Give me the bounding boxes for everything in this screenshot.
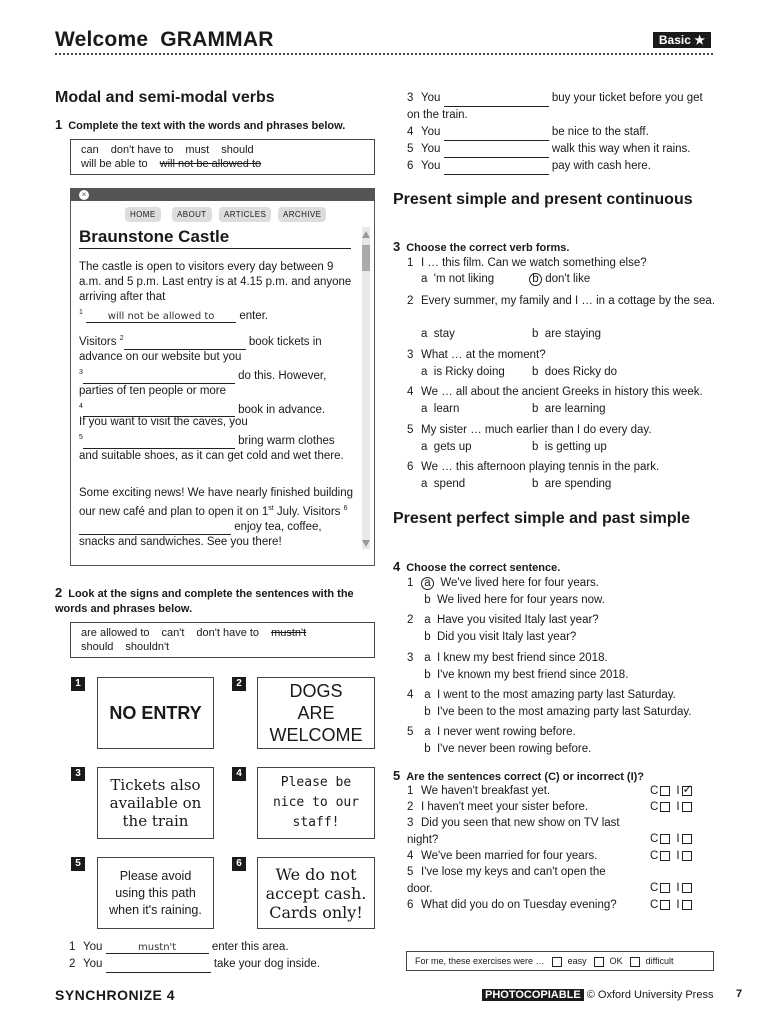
q3-item-5-option-a[interactable]: a gets up bbox=[421, 441, 472, 453]
page-title: Welcome GRAMMAR bbox=[55, 28, 274, 51]
q3-item-1-option-b[interactable]: b don't like bbox=[529, 273, 590, 286]
question-5: 5 Are the sentences correct (C) or incorrect (I)? bbox=[393, 768, 645, 783]
q3-item-6-option-b[interactable]: b are spending bbox=[532, 478, 612, 490]
sign-no-entry: NO ENTRY bbox=[97, 677, 214, 749]
sentences-3-6: 3 You buy your ticket before you get on the train. 4 You be nice to the staff. 5 You walk this way when it rains. 6 You pay with cash here. bbox=[407, 90, 717, 175]
header-divider bbox=[55, 53, 713, 55]
nav-archive[interactable]: ARCHIVE bbox=[278, 207, 326, 222]
q5-item-4: 4 We've been married for four years. bbox=[407, 850, 598, 862]
q5-item-3: 3 Did you seen that new show on TV last night? bbox=[407, 817, 620, 846]
copyright: PHOTOCOPIABLE © Oxford University Press bbox=[482, 989, 713, 1001]
q3-item-3: 3 What … at the moment? bbox=[407, 349, 546, 361]
sentences-1-2: 1 You mustn't enter this area. 2 You take your dog inside. bbox=[69, 939, 320, 973]
nav-about[interactable]: ABOUT bbox=[172, 207, 212, 222]
question-3: 3 Choose the correct verb forms. bbox=[393, 239, 570, 254]
q4-item-3[interactable]: 3 a I knew my best friend since 2018. b I've known my best friend since 2018. bbox=[407, 652, 629, 681]
q5-item-3-ci[interactable]: C I bbox=[650, 833, 698, 845]
article-title: Braunstone Castle bbox=[79, 227, 351, 249]
q3-item-5-option-b[interactable]: b is getting up bbox=[532, 441, 607, 453]
q3-item-3-option-a[interactable]: a is Ricky doing bbox=[421, 366, 505, 378]
section-heading-present: Present simple and present continuous bbox=[393, 191, 693, 208]
q3-item-2-option-a[interactable]: a stay bbox=[421, 328, 455, 340]
sign-no-cash: We do not accept cash. Cards only! bbox=[257, 857, 375, 929]
q3-item-3-option-b[interactable]: b does Ricky do bbox=[532, 366, 618, 378]
difficult-checkbox[interactable] bbox=[630, 957, 640, 967]
feedback-box: For me, these exercises were … easy OK difficult bbox=[406, 951, 714, 971]
level-badge: Basic ★ bbox=[653, 32, 711, 48]
article-para-3: If you want to visit the caves, you $^5$ bring warm clothes and suitable shoes, as it can get cold and wet there. bbox=[79, 416, 344, 462]
article-para-2: Visitors $^2$ book tickets in advance on our website but you $^3$ do this. However, parties of ten people or more $^4$ book in advance. bbox=[79, 335, 327, 416]
sign-avoid-path: Please avoid using this path when it's raining. bbox=[97, 857, 214, 929]
word-box-2: are allowed to can't don't have to mustn't should shouldn't bbox=[70, 622, 375, 658]
scroll-down-icon[interactable] bbox=[362, 540, 370, 547]
q3-item-4: 4 We … all about the ancient Greeks in history this week. bbox=[407, 386, 703, 398]
question-1: 1 Complete the text with the words and phrases below. bbox=[55, 117, 346, 132]
q5-item-5: 5 I've lose my keys and can't open the door. bbox=[407, 866, 606, 895]
article-para-1: The castle is open to visitors every day between 9 a.m. and 5 p.m. Last entry is at 4.15 p.m. and anyone arriving after that $^1$ will not be allowed to enter. bbox=[79, 261, 352, 322]
word-box-1: can don't have to must should will be able to will not be allowed to bbox=[70, 139, 375, 175]
q4-item-1[interactable]: 1 a We've lived here for four years. b We lived here for four years now. bbox=[407, 577, 605, 606]
ok-checkbox[interactable] bbox=[594, 957, 604, 967]
check-icon[interactable] bbox=[682, 786, 692, 796]
q5-item-6-ci[interactable]: C I bbox=[650, 899, 698, 911]
sign-be-nice: Please be nice to our staff! bbox=[257, 767, 375, 839]
sign-number-1: 1 bbox=[71, 677, 85, 691]
scrollbar[interactable] bbox=[362, 227, 370, 549]
sign-number-6: 6 bbox=[232, 857, 246, 871]
answer-1: will not be allowed to bbox=[86, 311, 236, 323]
q3-item-4-option-b[interactable]: b are learning bbox=[532, 403, 606, 415]
close-icon[interactable]: × bbox=[79, 190, 89, 200]
q5-item-4-ci[interactable]: C I bbox=[650, 850, 698, 862]
scroll-thumb[interactable] bbox=[362, 245, 370, 271]
sign-number-3: 3 bbox=[71, 767, 85, 781]
sign-tickets: Tickets also available on the train bbox=[97, 767, 214, 839]
page-number: 7 bbox=[736, 988, 743, 1000]
q3-item-1-option-a[interactable]: a 'm not liking bbox=[421, 273, 495, 285]
section-heading-modal: Modal and semi-modal verbs bbox=[55, 89, 275, 106]
q5-item-6: 6 What did you do on Tuesday evening? bbox=[407, 899, 617, 911]
q5-item-2: 2 I haven't meet your sister before. bbox=[407, 801, 589, 813]
q3-item-5: 5 My sister … much earlier than I do every day. bbox=[407, 424, 652, 436]
q5-item-1: 1 We haven't breakfast yet. bbox=[407, 785, 551, 797]
section-heading-perfect: Present perfect simple and past simple bbox=[393, 510, 690, 527]
browser-bar bbox=[71, 189, 374, 201]
sign-dogs-welcome: DOGS ARE WELCOME bbox=[257, 677, 375, 749]
brand-logo: SYNCHRONIZE 4 bbox=[55, 987, 176, 1003]
answer-sentence-1: mustn't bbox=[106, 942, 209, 954]
q5-item-1-ci[interactable]: C I✓ bbox=[650, 785, 698, 797]
q3-item-1: 1 I … this film. Can we watch something else? bbox=[407, 257, 647, 269]
sign-number-2: 2 bbox=[232, 677, 246, 691]
q3-item-2: 2 Every summer, my family and I … in a cottage by the sea. bbox=[407, 295, 716, 307]
sign-number-4: 4 bbox=[232, 767, 246, 781]
question-4: 4 Choose the correct sentence. bbox=[393, 559, 561, 574]
q4-item-2[interactable]: 2 a Have you visited Italy last year? b Did you visit Italy last year? bbox=[407, 614, 599, 643]
q3-item-6: 6 We … this afternoon playing tennis in the park. bbox=[407, 461, 660, 473]
sign-number-5: 5 bbox=[71, 857, 85, 871]
q4-item-5[interactable]: 5 a I never went rowing before. b I've never been rowing before. bbox=[407, 726, 592, 755]
q5-item-5-ci[interactable]: C I bbox=[650, 882, 698, 894]
question-2: 2 Look at the signs and complete the sentences with the words and phrases below. bbox=[55, 585, 354, 615]
q4-item-4[interactable]: 4 a I went to the most amazing party last Saturday. b I've been to the most amazing party last Saturday. bbox=[407, 689, 692, 718]
easy-checkbox[interactable] bbox=[552, 957, 562, 967]
scroll-up-icon[interactable] bbox=[362, 231, 370, 238]
q5-item-2-ci[interactable]: C I bbox=[650, 801, 698, 813]
nav-articles[interactable]: ARTICLES bbox=[219, 207, 271, 222]
article-para-4: Some exciting news! We have nearly finished building our new café and plan to open it on 1st July. Visitors $^6$ enjoy tea, coffee, snacks and sandwiches. See you there! bbox=[79, 487, 354, 548]
nav-home[interactable]: HOME bbox=[125, 207, 161, 222]
q3-item-4-option-a[interactable]: a learn bbox=[421, 403, 460, 415]
website-mockup bbox=[70, 188, 375, 566]
q3-item-6-option-a[interactable]: a spend bbox=[421, 478, 466, 490]
q3-item-2-option-b[interactable]: b are staying bbox=[532, 328, 602, 340]
